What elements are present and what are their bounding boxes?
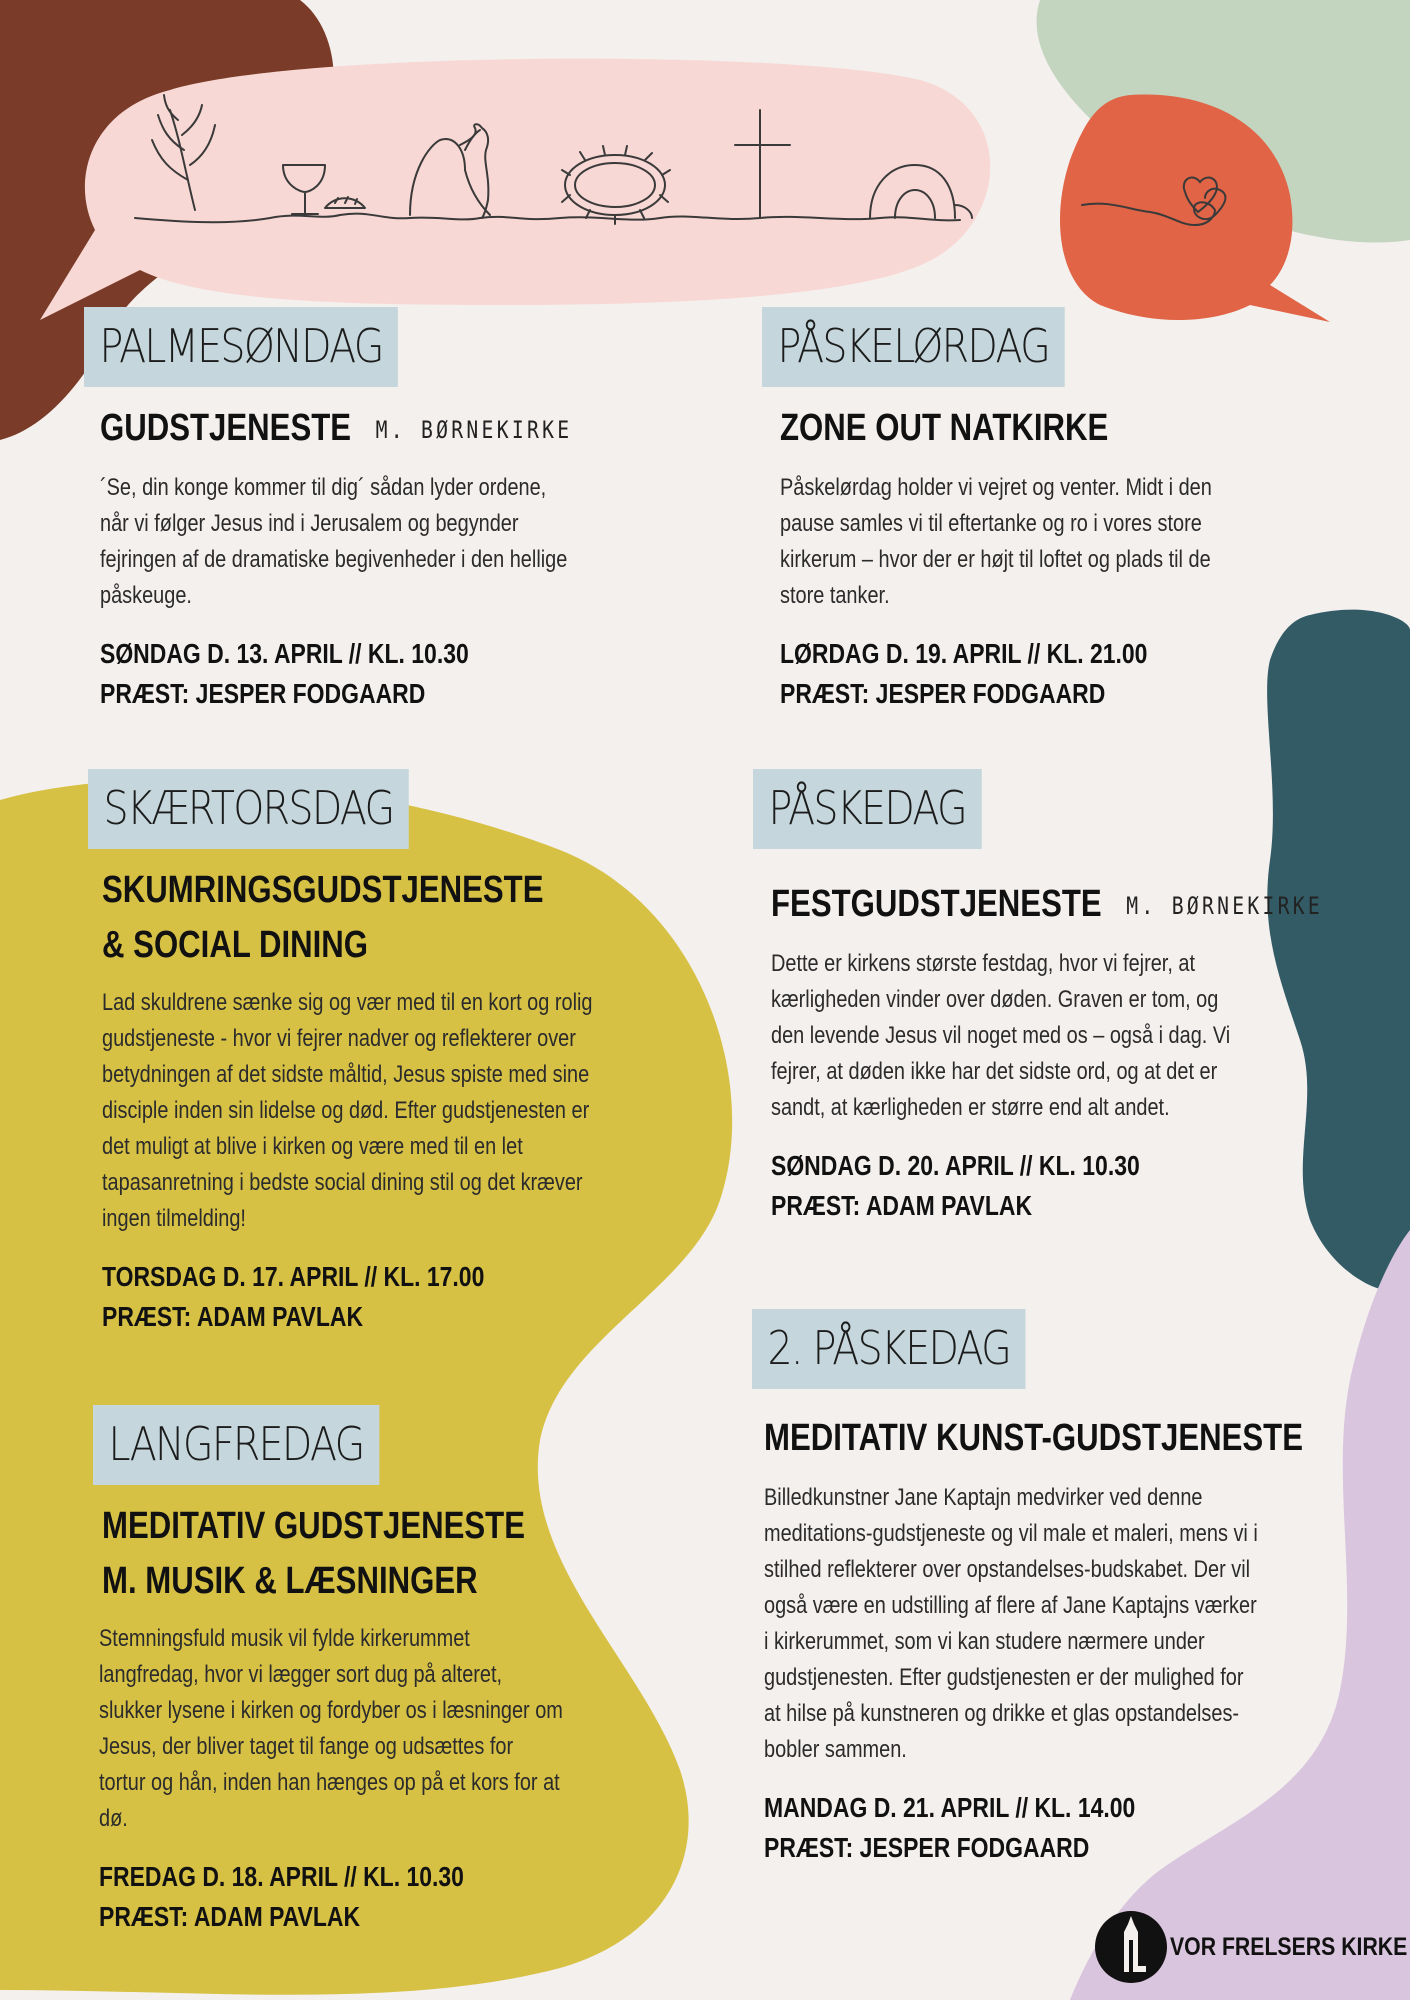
event-date: FREDAG D. 18. APRIL // KL. 10.30 <box>99 1861 464 1893</box>
event-date: MANDAG D. 21. APRIL // KL. 14.00 <box>764 1792 1136 1824</box>
event-date: SØNDAG D. 13. APRIL // KL. 10.30 <box>100 638 469 670</box>
event-palmesondag <box>84 307 644 714</box>
event-title-line2: M. MUSIK & LÆSNINGER <box>102 1560 478 1603</box>
event-date: SØNDAG D. 20. APRIL // KL. 10.30 <box>771 1150 1140 1182</box>
event-langfredag <box>93 1405 693 1937</box>
day-label: PÅSKEDAG <box>753 769 981 849</box>
event-title <box>771 877 1323 932</box>
event-title: MEDITATIV KUNST-GUDSTJENESTE <box>764 1417 1303 1459</box>
event-description: Billedkunstner Jane Kaptajn medvirker ved denne meditations-gudstjeneste og vil male et maleri, mens vi i stilhed reflekterer over opstandelses-budskabet. Der vil også være en udstilling af flere af Jane Kaptajns værker i kirkerummet, som vi kan studere nærmere under gudstjenesten. Efter gudstjenesten er der mulighed for at hilse på kunstneren og drikke et glas opstandelses-bobler sammen. <box>764 1484 1258 1764</box>
church-logo <box>1094 1910 1410 1984</box>
event-priest: PRÆST: ADAM PAVLAK <box>99 1901 361 1933</box>
event-title-line1: SKUMRINGSGUDSTJENESTE <box>102 869 544 911</box>
event-paaskedag <box>753 769 1353 1226</box>
event-description: Lad skuldrene sænke sig og vær med til en kort og rolig gudstjeneste - hvor vi fejrer nadver og reflekterer over betydningen af det sidste måltid, Jesus spiste med sine disciple inden sin lidelse og død. Efter gudstjenesten er det muligt at blive i kirken og være med til en let tapasanretning i bedste social dining stil og det kræver ingen tilmelding! <box>102 989 593 1233</box>
church-name: VOR FRELSERS KIRKE <box>1170 1932 1408 1961</box>
church-tower-icon <box>1094 1910 1168 1984</box>
event-priest: PRÆST: JESPER FODGAARD <box>780 678 1106 710</box>
event-description: Stemningsfuld musik vil fylde kirkerummet langfredag, hvor vi lægger sort dug på alteret, slukker lysene i kirken og fordyber os i læsninger om Jesus, der bliver taget til fange og udsættes for tortur og hån, inden han hænges op på et kors for at dø. <box>99 1625 563 1833</box>
event-description: ´Se, din konge kommer til dig´ sådan lyder ordene, når vi følger Jesus ind i Jerusalem og begynder fejringen af de dramatiske begivenheder i den hellige påskeuge. <box>100 474 568 610</box>
event-title-line2: & SOCIAL DINING <box>102 924 369 967</box>
event-2-paaskedag <box>752 1309 1372 1868</box>
event-date: TORSDAG D. 17. APRIL // KL. 17.00 <box>102 1261 485 1293</box>
event-title-line1: MEDITATIV GUDSTJENESTE <box>102 1505 526 1547</box>
day-label: PÅSKELØRDAG <box>762 307 1065 387</box>
event-description: Påskelørdag holder vi vejret og venter. Midt i den pause samles vi til eftertanke og ro i vores store kirkerum – hvor der er højt til loftet og plads til de store tanker. <box>780 474 1212 610</box>
childrens-church-tag: M. BØRNEKIRKE <box>375 415 573 444</box>
event-priest: PRÆST: JESPER FODGAARD <box>100 678 426 710</box>
event-title <box>100 401 573 456</box>
event-priest: PRÆST: ADAM PAVLAK <box>102 1301 364 1333</box>
title-text: FESTGUDSTJENESTE <box>771 883 1102 925</box>
event-paaskelordag <box>762 307 1322 714</box>
day-label: PALMESØNDAG <box>84 307 398 387</box>
title-text: GUDSTJENESTE <box>100 407 352 449</box>
event-priest: PRÆST: JESPER FODGAARD <box>764 1832 1090 1864</box>
event-skaertorsdag <box>88 769 688 1337</box>
pink-speech-bubble <box>40 59 990 320</box>
event-priest: PRÆST: ADAM PAVLAK <box>771 1190 1033 1222</box>
event-description: Dette er kirkens største festdag, hvor vi fejrer, at kærligheden vinder over døden. Graven er tom, og den levende Jesus vil noget med os – også i dag. Vi fejrer, at døden ikke har det sidste ord, og at det er sandt, at kærligheden er større end alt andet. <box>771 950 1231 1122</box>
event-title: ZONE OUT NATKIRKE <box>780 407 1109 449</box>
childrens-church-tag: M. BØRNEKIRKE <box>1126 891 1323 920</box>
day-label: SKÆRTORSDAG <box>88 769 409 849</box>
event-date: LØRDAG D. 19. APRIL // KL. 21.00 <box>780 638 1148 670</box>
day-label: 2. PÅSKEDAG <box>752 1309 1026 1389</box>
day-label: LANGFREDAG <box>93 1405 379 1485</box>
